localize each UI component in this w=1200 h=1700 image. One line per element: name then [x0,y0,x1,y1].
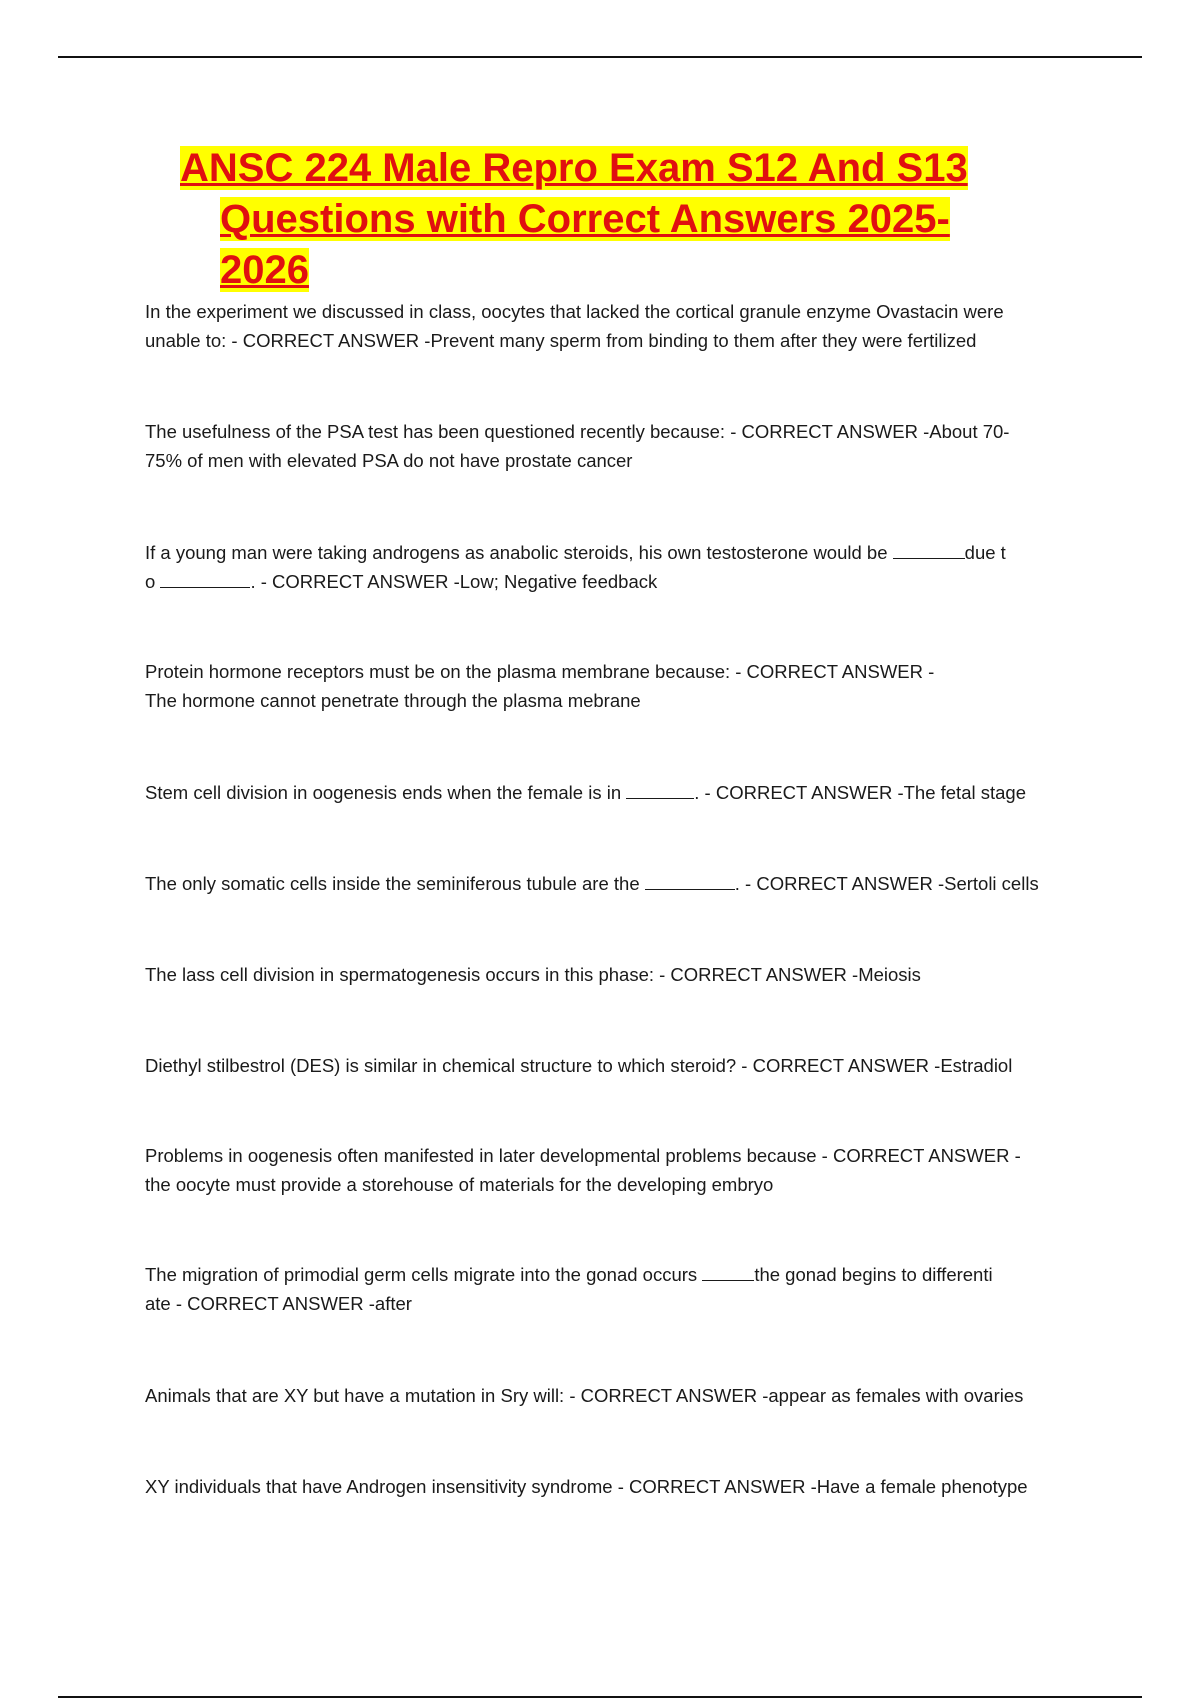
qa-item-3 [145,539,1090,596]
qa-item-11-text: Animals that are XY but have a mutation in Sry will: - CORRECT ANSWER -appear as females with ovaries [145,1385,1024,1406]
qa-item-10-text-2: the gonad begins to differenti [754,1264,993,1285]
qa-item-12 [145,1473,1090,1502]
qa-item-6-text-2: . - CORRECT ANSWER -Sertoli cells [734,873,1039,894]
qa-item-11 [145,1382,1090,1411]
qa-item-9-line-2: the oocyte must provide a storehouse of materials for the developing embryo [145,1173,774,1195]
qa-item-2-line-1: The usefulness of the PSA test has been questioned recently because: - CORRECT ANSWER -About 70- [145,421,1010,442]
qa-item-6-text-1: The only somatic cells inside the seminiferous tubule are the [145,873,645,894]
qa-item-1-line-2: unable to: - CORRECT ANSWER -Prevent many sperm from binding to them after they were fertilized [145,329,977,351]
answer-blank [702,1262,754,1281]
qa-item-7 [145,961,1090,990]
qa-item-7-text: The lass cell division in spermatogenesis occurs in this phase: - CORRECT ANSWER -Meiosis [145,964,921,985]
answer-blank [893,540,965,559]
qa-item-5 [145,779,1090,808]
qa-item-4 [145,658,1090,715]
title-line-2: Questions with Correct Answers 2025- [220,197,950,241]
qa-item-10-text-3: ate - CORRECT ANSWER -after [145,1292,412,1314]
qa-item-8 [145,1052,1090,1081]
qa-item-1-line-1: In the experiment we discussed in class, oocytes that lacked the cortical granule enzyme Ovastacin were [145,301,1004,322]
title-line-3: 2026 [220,248,309,292]
qa-item-5-text-1: Stem cell division in oogenesis ends when the female is in [145,782,627,803]
qa-item-10 [145,1261,1090,1318]
qa-item-9-line-1: Problems in oogenesis often manifested in later developmental problems because - CORRECT ANSWER - [145,1145,1021,1166]
qa-item-2 [145,418,1090,475]
answer-blank [160,569,250,588]
qa-item-4-line-2: The hormone cannot penetrate through the plasma mebrane [145,689,641,711]
footer-rule [58,1696,1142,1698]
qa-item-3-text-3: o [145,570,161,592]
qa-item-2-line-2: 75% of men with elevated PSA do not have prostate cancer [145,449,633,471]
qa-item-8-text: Diethyl stilbestrol (DES) is similar in chemical structure to which steroid? - CORRECT ANSWER -Estradiol [145,1055,1013,1076]
qa-item-4-line-1: Protein hormone receptors must be on the plasma membrane because: - CORRECT ANSWER - [145,661,935,682]
qa-item-1 [145,298,1090,355]
qa-item-3-text-4: . - CORRECT ANSWER -Low; Negative feedback [250,570,658,592]
qa-item-6 [145,870,1090,899]
header-rule [58,56,1142,58]
qa-item-12-text: XY individuals that have Androgen insensitivity syndrome - CORRECT ANSWER -Have a female phenotype [145,1476,1028,1497]
answer-blank [626,780,694,799]
qa-item-9 [145,1142,1090,1199]
title-line-1: ANSC 224 Male Repro Exam S12 And S13 [180,146,968,190]
qa-item-10-text-1: The migration of primodial germ cells migrate into the gonad occurs [145,1264,703,1285]
qa-item-5-text-2: . - CORRECT ANSWER -The fetal stage [694,782,1026,803]
qa-item-3-text-1: If a young man were taking androgens as anabolic steroids, his own testosterone would be [145,542,893,563]
answer-blank [645,871,735,890]
qa-item-3-text-2: due t [964,542,1006,563]
document-title [180,143,1080,296]
